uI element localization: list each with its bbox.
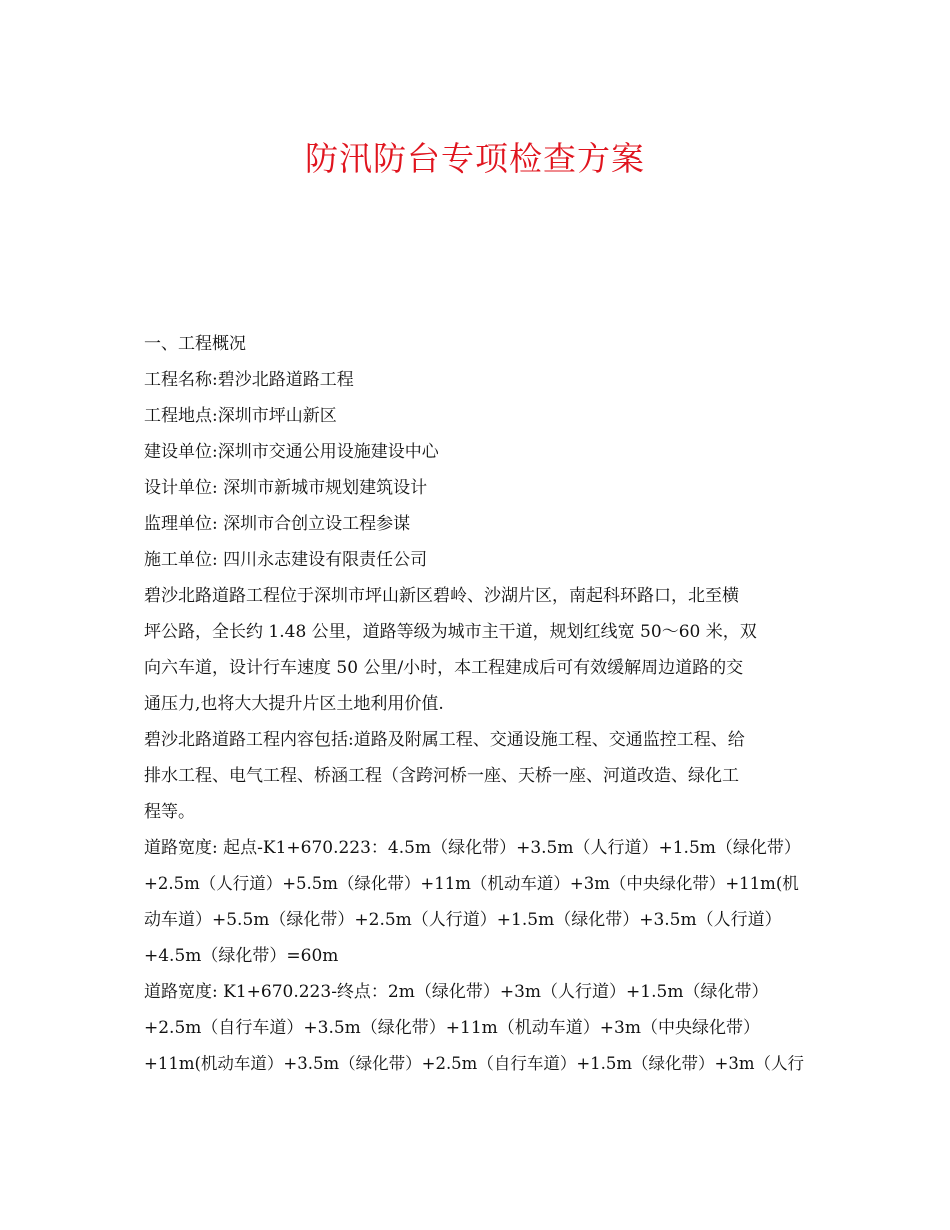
paragraph-line: 道路宽度: K1+670.223-终点：2m（绿化带）+3m（人行道）+1.5m（绿化带） bbox=[144, 982, 769, 1002]
paragraph-line: 碧沙北路道路工程位于深圳市坪山新区碧岭、沙湖片区，南起科环路口，北至横 bbox=[144, 586, 739, 606]
paragraph-line: +4.5m（绿化带）=60m bbox=[144, 946, 339, 966]
contractor-line: 施工单位: 四川永志建设有限责任公司 bbox=[144, 550, 428, 570]
section-heading: 一、工程概况 bbox=[144, 334, 246, 354]
paragraph-line: 通压力,也将大大提升片区土地利用价值. bbox=[144, 694, 444, 714]
paragraph-line: 程等。 bbox=[144, 802, 195, 822]
paragraph-line: 向六车道，设计行车速度 50 公里/小时，本工程建成后可有效缓解周边道路的交 bbox=[144, 658, 744, 678]
paragraph-line: +11m(机动车道）+3.5m（绿化带）+2.5m（自行车道）+1.5m（绿化带）+3m（人行 bbox=[144, 1054, 805, 1073]
project-location-line: 工程地点:深圳市坪山新区 bbox=[144, 406, 337, 426]
designer-line: 设计单位: 深圳市新城市规划建筑设计 bbox=[144, 478, 428, 498]
document-title: 防汛防台专项检查方案 bbox=[305, 139, 645, 178]
paragraph-line: 碧沙北路道路工程内容包括:道路及附属工程、交通设施工程、交通监控工程、给 bbox=[144, 730, 745, 750]
paragraph-line: +2.5m（自行车道）+3.5m（绿化带）+11m（机动车道）+3m（中央绿化带） bbox=[144, 1018, 760, 1038]
paragraph-line: 排水工程、电气工程、桥涵工程（含跨河桥一座、天桥一座、河道改造、绿化工 bbox=[144, 766, 739, 786]
owner-line: 建设单位:深圳市交通公用设施建设中心 bbox=[144, 442, 439, 462]
document-body bbox=[144, 326, 808, 1082]
paragraph-line: 坪公路，全长约 1.48 公里，道路等级为城市主干道，规划红线宽 50～60 米，双 bbox=[144, 622, 757, 642]
paragraph-line: 动车道）+5.5m（绿化带）+2.5m（人行道）+1.5m（绿化带）+3.5m（人行道） bbox=[144, 910, 782, 930]
supervisor-line: 监理单位: 深圳市合创立设工程参谋 bbox=[144, 514, 411, 534]
paragraph-line: +2.5m（人行道）+5.5m（绿化带）+11m（机动车道）+3m（中央绿化带）+11m(机 bbox=[144, 874, 799, 893]
project-name-line: 工程名称:碧沙北路道路工程 bbox=[144, 370, 354, 390]
paragraph-line: 道路宽度: 起点-K1+670.223：4.5m（绿化带）+3.5m（人行道）+1.5m（绿化带） bbox=[144, 838, 801, 858]
